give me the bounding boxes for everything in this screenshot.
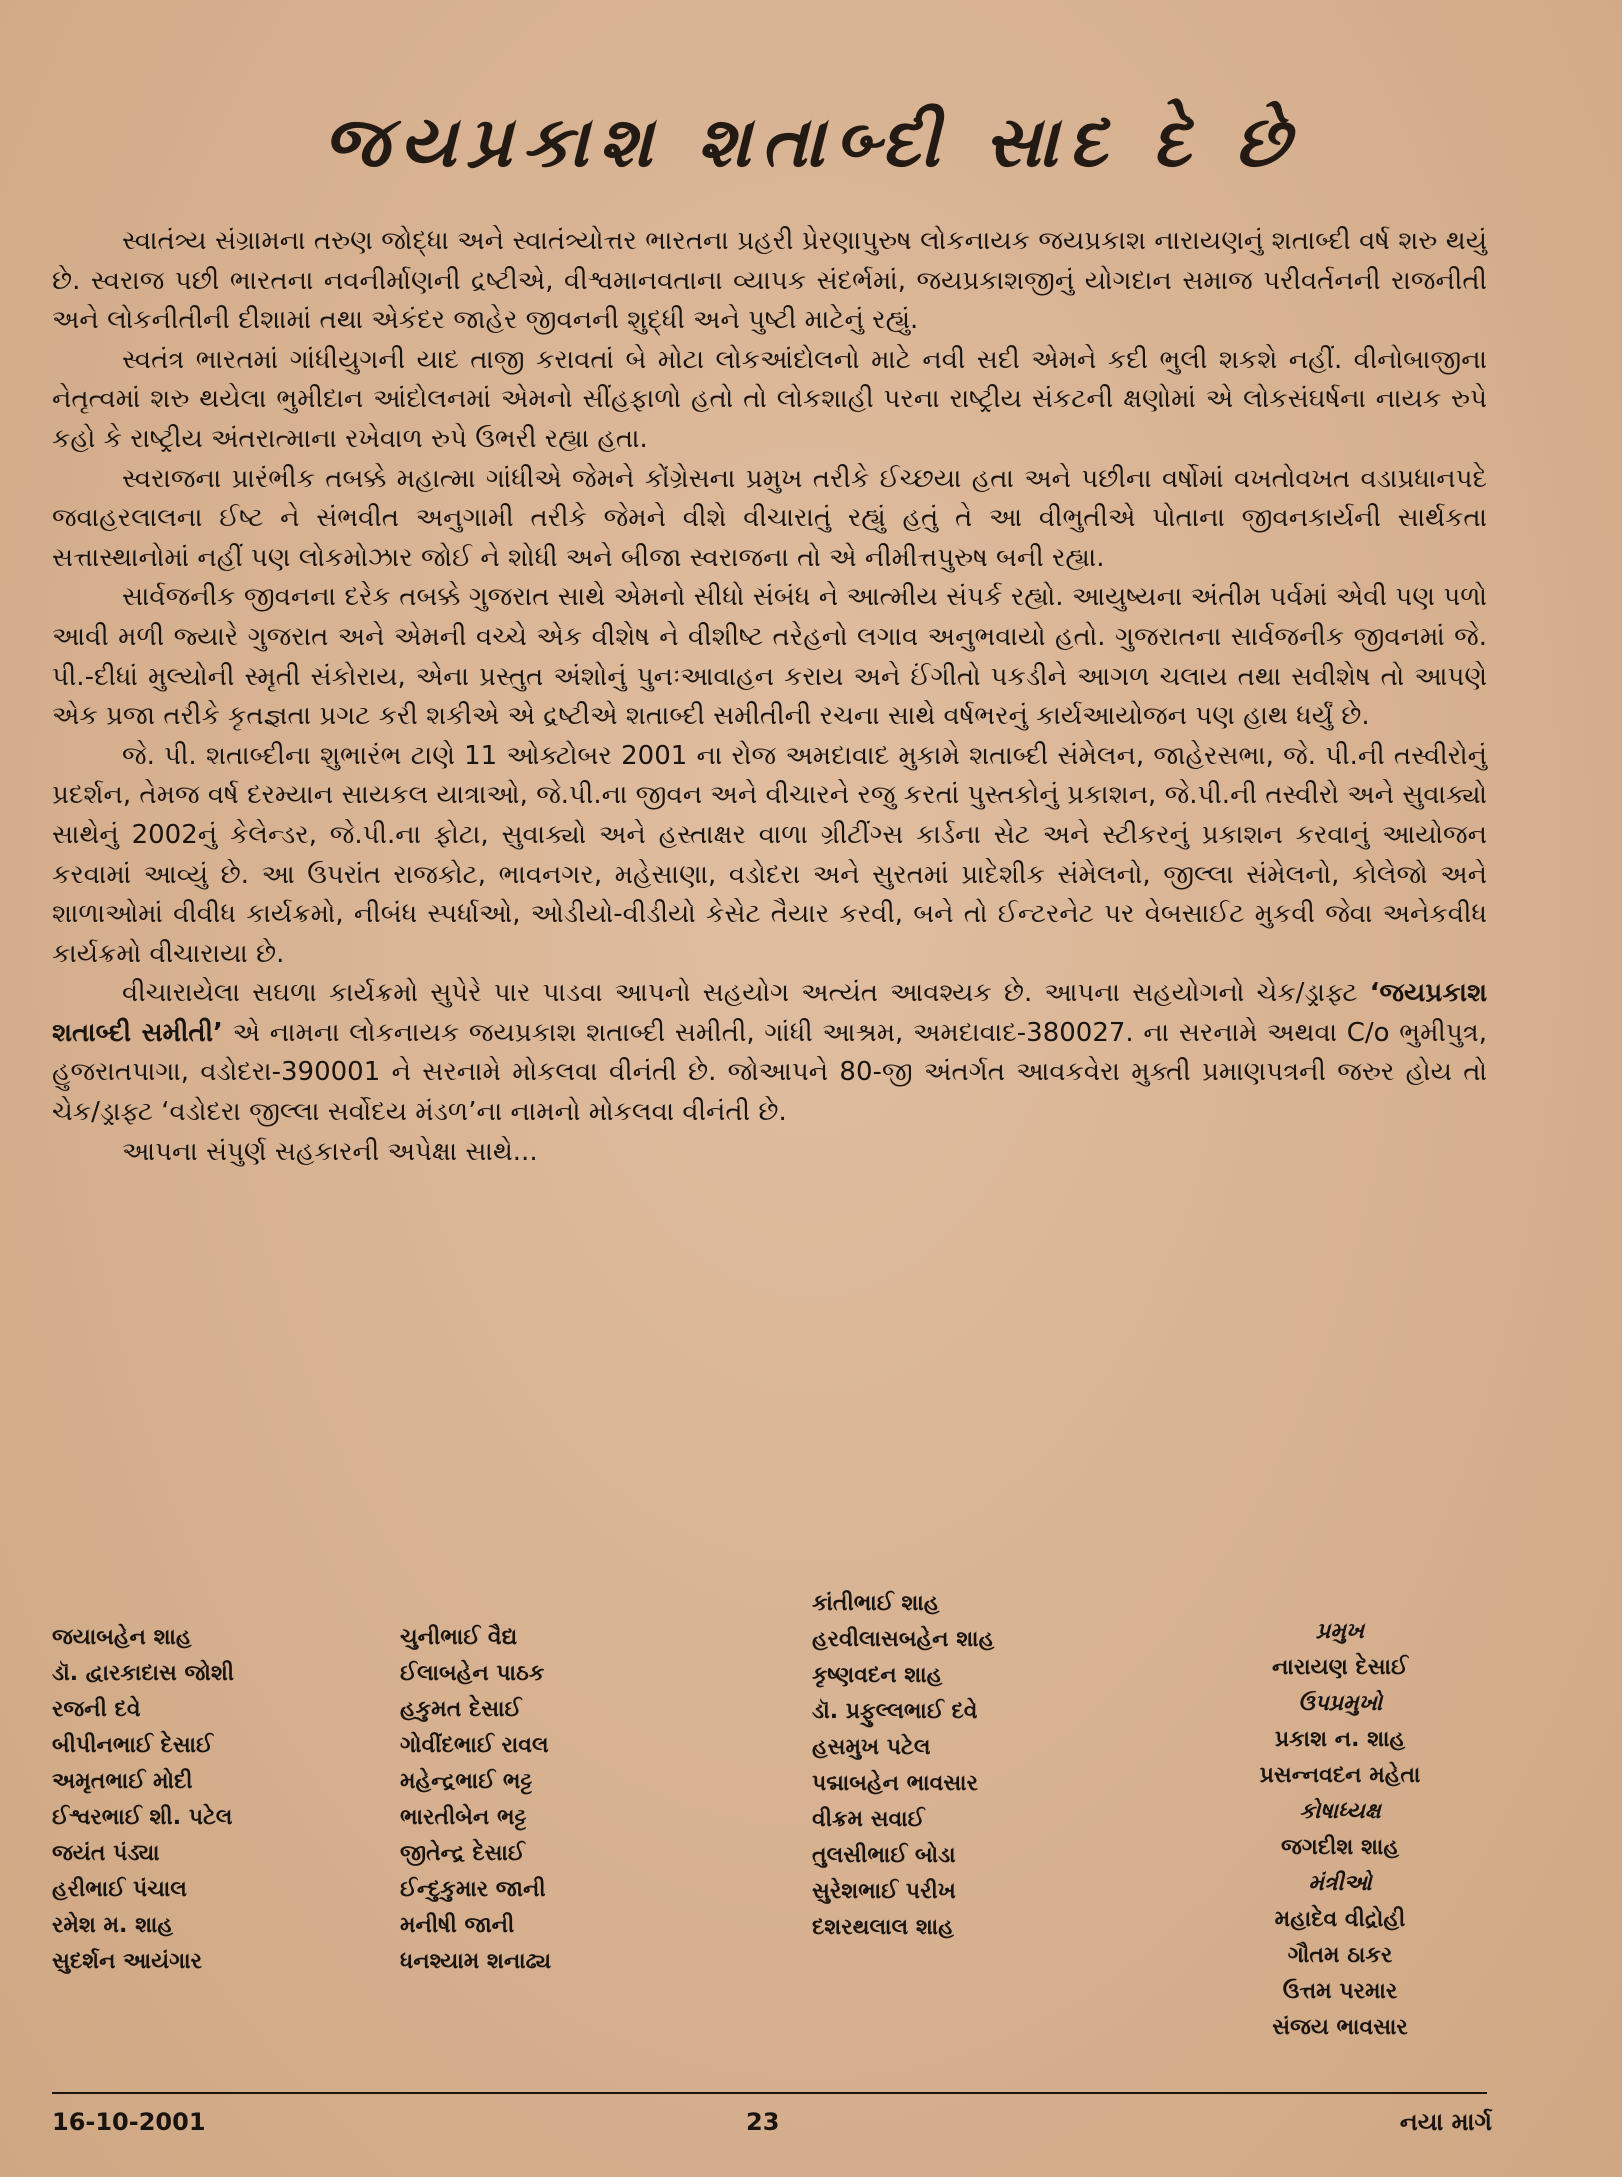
page-title: જયપ્રકાશ શતાબ્દી સાદ દે છે <box>322 100 1300 183</box>
footer-date: 16-10-2001 <box>52 2108 206 2136</box>
member-name: વીક્રમ સવાઈ <box>812 1807 925 1832</box>
president-role-label: પ્રમુખ <box>1316 1619 1364 1644</box>
vice-president-role-label: ઉપપ્રમુખો <box>1297 1691 1383 1716</box>
names-column-2 <box>400 1620 551 1980</box>
paragraph-1: સ્વાતંત્ર્ય સંગ્રામના તરુણ જોદ્ધા અને સ્વાતંત્ર્યોત્તર ભારતના પ્રહરી પ્રેરણાપુરુષ લોકનાયક જયપ્રકાશ નારાયણનું શતાબ્દી વર્ષ શરુ થયું છે. સ્વરાજ પછી ભારતના નવનીર્માણની દ્રષ્ટીએ, વીશ્વમાનવતાના વ્યાપક સંદર્ભમાં, જયપ્રકાશજીનું યોગદાન સમાજ પરીવર્તનની રાજનીતી અને લોકનીતીની દીશામાં તથા એકંદર જાહેર જીવનની શુદ્ધી અને પુષ્ટી માટેનું રહ્યું. <box>52 226 1487 336</box>
closing-line: આપના સંપુર્ણ સહકારની અપેક્ષા સાથે... <box>122 1136 538 1167</box>
vice-president-name: પ્રસન્નવદન મહેતા <box>1259 1763 1421 1788</box>
member-name: ઈન્દુકુમાર જાની <box>400 1877 546 1902</box>
member-name: ભારતીબેન ભટ્ટ <box>400 1805 527 1830</box>
vice-president-name: પ્રકાશ ન. શાહ <box>1274 1727 1406 1752</box>
magazine-name: નયા માર્ગ <box>1399 2108 1492 2136</box>
member-name: ડૉ. પ્રફુલ્લભાઈ દવે <box>812 1699 978 1724</box>
paragraph-2: સ્વતંત્ર ભારતમાં ગાંધીયુગની યાદ તાજી કરાવતાં બે મોટા લોકઆંદોલનો માટે નવી સદી એમને કદી ભુલી શકશે નહીં. વીનોબાજીના નેતૃત્વમાં શરુ થયેલા ભુમીદાન આંદોલનમાં એમનો સીંહફાળો હતો તો લોકશાહી પરના રાષ્ટ્રીય સંકટની ક્ષણોમાં એ લોકસંઘર્ષના નાયક રુપે કહો કે રાષ્ટ્રીય અંતરાત્માના રખેવાળ રુપે ઉભરી રહ્યા હતા. <box>52 344 1487 454</box>
member-name: હકુમત દેસાઈ <box>400 1697 522 1722</box>
member-name: ઈશ્વરભાઈ શી. પટેલ <box>52 1805 233 1830</box>
member-name: ગોવીંદભાઈ રાવલ <box>400 1733 549 1758</box>
member-name: દશરથલાલ શાહ <box>812 1915 954 1940</box>
member-name: અમૃતભાઈ મોદી <box>52 1769 193 1794</box>
secretary-name: ગૌતમ ઠાકર <box>1287 1943 1393 1968</box>
member-name: ઈલાબહેન પાઠક <box>400 1661 545 1686</box>
paragraph-5: જે. પી. શતાબ્દીના શુભારંભ ટાણે 11 ઓક્ટોબર 2001 ના રોજ અમદાવાદ મુકામે શતાબ્દી સંમેલન, જાહેરસભા, જે. પી.ની તસ્વીરોનું પ્રદર્શન, તેમજ વર્ષ દરમ્યાન સાયકલ યાત્રાઓ, જે.પી.ના જીવન અને વીચારને રજુ કરતાં પુસ્તકોનું પ્રકાશન, જે.પી.ની તસ્વીરો અને સુવાક્યો સાથેનું 2002નું કેલેન્ડર, જે.પી.ના ફોટા, સુવાક્યો અને હસ્તાક્ષર વાળા ગ્રીટીંગ્સ કાર્ડના સેટ અને સ્ટીકરનું પ્રકાશન કરવાનું આયોજન કરવામાં આવ્યું છે. આ ઉપરાંત રાજકોટ, ભાવનગર, મહેસાણા, વડોદરા અને સુરતમાં પ્રાદેશીક સંમેલનો, જીલ્લા સંમેલનો, કોલેજો અને શાળાઓમાં વીવીધ કાર્યક્રમો, નીબંધ સ્પર્ધાઓ, ઓડીયો-વીડીયો કેસેટ તૈયાર કરવી, બને તો ઈન્ટરનેટ પર વેબસાઈટ મુકવી જેવા અનેકવીધ કાર્યક્રમો વીચારાયા છે. <box>52 740 1487 969</box>
paragraph-4: સાર્વજનીક જીવનના દરેક તબક્કે ગુજરાત સાથે એમનો સીધો સંબંધ ને આત્મીય સંપર્ક રહ્યો. આયુષ્યના અંતીમ પર્વમાં એવી પણ પળો આવી મળી જ્યારે ગુજરાત અને એમની વચ્ચે એક વીશેષ ને વીશીષ્ટ તરેહનો લગાવ અનુભવાયો હતો. ગુજરાતના સાર્વજનીક જીવનમાં જે. પી.-દીધાં મુલ્યોની સ્મૃતી સંકોરાય, એના પ્રસ્તુત અંશોનું પુનઃઆવાહન કરાય અને ઈંગીતો પકડીને આગળ ચલાય તથા સવીશેષ તો આપણે એક પ્રજા તરીકે કૃતજ્ઞતા પ્રગટ કરી શકીએ એ દ્રષ્ટીએ શતાબ્દી સમીતીની રચના સાથે વર્ષભરનું કાર્યઆયોજન પણ હાથ ધર્યું છે. <box>52 582 1487 732</box>
member-name: સુરેશભાઈ પરીખ <box>812 1879 956 1904</box>
appeal-text-after: એ નામના લોકનાયક જયપ્રકાશ શતાબ્દી સમીતી, ગાંધી આશ્રમ, અમદાવાદ-380027. ના સરનામે અથવા C/o ભુમીપુત્ર, હુજરાતપાગા, વડોદરા-390001 ને સરનામે મોકલવા વીનંતી છે. જોઆપને 80-જી અંતર્ગત આવકવેરા મુક્તી પ્રમાણપત્રની જરુર હોય તો ચેક/ડ્રાફ્ટ ‘વડોદરા જીલ્લા સર્વોદય મંડળ’ના નામનો મોકલવા વીનંતી છે. <box>52 1017 1487 1128</box>
footer-divider <box>52 2092 1487 2094</box>
member-name: હરવીલાસબહેન શાહ <box>812 1627 995 1652</box>
member-name: જયાબહેન શાહ <box>52 1625 192 1650</box>
member-name: તુલસીભાઈ બોડા <box>812 1843 956 1868</box>
member-name: પદ્માબહેન ભાવસાર <box>812 1771 978 1796</box>
member-name: સુદર્શન આયંગાર <box>52 1949 202 1974</box>
member-name: મહેન્દ્રભાઈ ભટ્ટ <box>400 1769 533 1794</box>
member-name: જયંત પંડ્યા <box>52 1841 160 1866</box>
member-name: હસમુખ પટેલ <box>812 1735 931 1760</box>
member-name: મનીષી જાની <box>400 1913 515 1938</box>
member-name: હરીભાઈ પંચાલ <box>52 1877 187 1902</box>
member-name: ડૉ. દ્વારકાદાસ જોશી <box>52 1661 235 1686</box>
secretary-role-label: મંત્રીઓ <box>1308 1871 1372 1896</box>
member-name: રજની દવે <box>52 1697 141 1722</box>
president-name: નારાયણ દેસાઈ <box>1272 1655 1408 1680</box>
page-number: 23 <box>746 2108 780 2136</box>
paragraph-appeal <box>52 974 1487 1132</box>
office-bearers-column <box>1210 1614 1470 2046</box>
member-name: કૃષ્ણવદન શાહ <box>812 1663 943 1688</box>
committee-name: ‘જયપ્રકાશ શતાબ્દી સમીતી’ <box>52 978 1487 1048</box>
treasurer-role-label: કોષાધ્યક્ષ <box>1299 1799 1381 1824</box>
paragraph-3: સ્વરાજના પ્રારંભીક તબક્કે મહાત્મા ગાંધીએ જેમને કોંગ્રેસના પ્રમુખ તરીકે ઈચ્છયા હતા અને પછીના વર્ષોમાં વખતોવખત વડાપ્રધાનપદે જવાહરલાલના ઈષ્ટ ને સંભવીત અનુગામી તરીકે જેમને વીશે વીચારાતું રહ્યું હતું તે આ વીભુતીએ પોતાના જીવનકાર્યની સાર્થકતા સત્તાસ્થાનોમાં નહીં પણ લોકમોઝાર જોઈ ને શોધી અને બીજા સ્વરાજના તો એ નીમીત્તપુરુષ બની રહ્યા. <box>52 463 1487 573</box>
member-name: બીપીનભાઈ દેસાઈ <box>52 1733 214 1758</box>
secretary-name: ઉત્તમ પરમાર <box>1282 1979 1398 2004</box>
member-name: ધનશ્યામ શનાઢ્ય <box>400 1949 552 1974</box>
member-name: રમેશ મ. શાહ <box>52 1913 174 1938</box>
names-column-3 <box>812 1586 994 1946</box>
names-column-1 <box>52 1620 234 1980</box>
treasurer-name: જગદીશ શાહ <box>1280 1835 1400 1860</box>
secretary-name: મહાદેવ વીદ્રોહી <box>1274 1907 1406 1932</box>
member-name: કાંતીભાઈ શાહ <box>812 1591 940 1616</box>
secretary-name: સંજય ભાવસાર <box>1272 2015 1408 2040</box>
article-body <box>52 222 1487 1172</box>
member-name: ચુનીભાઈ વૈદ્ય <box>400 1625 518 1650</box>
member-name: જીતેન્દ્ર દેસાઈ <box>400 1841 525 1866</box>
appeal-text-before: વીચારાયેલા સઘળા કાર્યક્રમો સુપેરે પાર પાડવા આપનો સહયોગ અત્યંત આવશ્યક છે. આપના સહયોગનો ચેક/ડ્રાફ્ટ <box>122 978 1370 1009</box>
